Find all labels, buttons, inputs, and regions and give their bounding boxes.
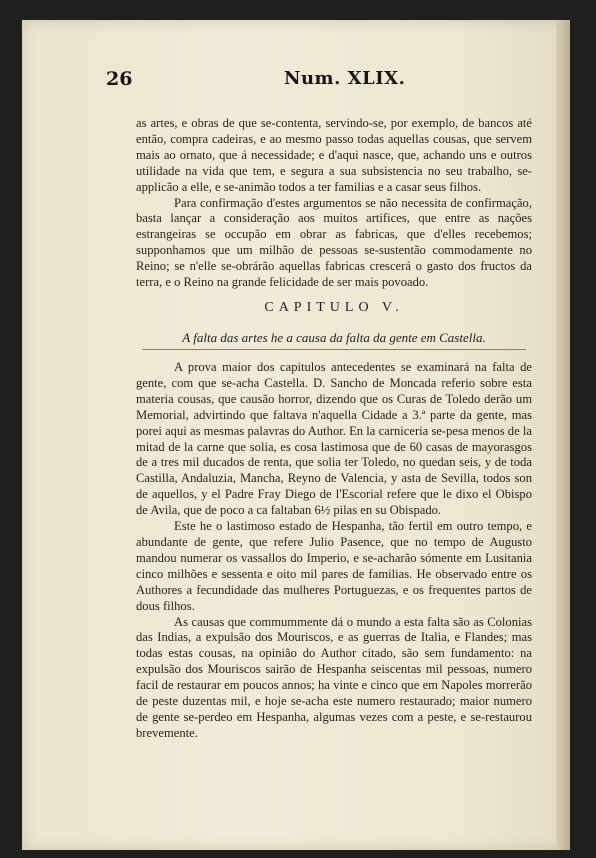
issue-number: Num. XLIX. [284,68,406,89]
paragraph: A prova maior dos capitulos antecedentes se examinará na falta de gente, com que se-acha Castella. D. Sancho de Moncada referio sobre esta materia cousas, que causão horror, dizendo que os Curas de Toledo derão um Memorial, advirtindo que faltava n'aquella Cidade a 3.ª parte da gente, mas porei aqui as mesmas palavras do Author. En la carniceria se-pesa menos de la mitad de la carne que solia, es cosa lastimosa que de 60 casas de mayorasgos de a tres mil ducados de renta, que solia ter Toledo, no quedan seis, y de toda Castilla, Andaluzia, Mancha, Reyno de Valencia, y asta de Sevilla, todos son de aquellos, y el Padre Fray Diego de l'Escorial refere que le dixo el Obispo de Avila, que de poco a ca faltaban 6½ pilas en su Obispado. [136,360,532,518]
running-header [106,68,526,94]
page-number: 26 [106,68,133,90]
continuation-text [136,116,532,291]
paragraph: Este he o lastimoso estado de Hespanha, tão fertil em outro tempo, e abundante de gente, que refere Julio Pasence, que no tempo de Augusto mandou numerar os vassallos do Imperio, e se-acharão sómente em Lusitania cinco milhões e sessenta e oito mil pares de familias. He observado entre os Authores a fecundidade das mulheres Portuguezas, e os frequentes partos de dous filhos. [136,519,532,613]
paragraph: Para confirmação d'estes argumentos se não necessita de confirmação, basta lançar a consideração aos muitos artifices, que entre as nações estrangeiras se occupão em obrar as fabricas, que d'elles recebemos; supponhamos que um milhão de pessoas se-sustentão commodamente no Reino; se n'elle se-obrárão aquellas fabricas crescerá o gasto dos fructos da terra, e o Reino na grande felicidade de ser mais povoado. [136,195,532,290]
subtitle-divider [142,349,526,350]
page-spine [556,20,570,850]
chapter-subtitle: A falta das artes he a causa da falta da gente em Castella. [182,330,486,345]
chapter-body [136,360,532,742]
paragraph: As causas que commummente dá o mundo a esta falta são as Colonias das Indias, a expulsão dos Mouriscos, e as guerras de Italia, e Flandes; mas todas estas cousas, na opinião do Author citado, são sem fundamento: na expulsão dos Mouriscos sairão de Hespanha seiscentas mil pessoas, numero facil de restaurar em poucos annos; ha vinte e cinco que em Napoles morrerão de peste duzentas mil, e hoje se-acha este numero restaurado; maior numero de gente se-perdeo em Hespanha, algumas vezes com a peste, e se-restaurou brevemente. [136,614,532,740]
chapter-title: CAPITULO V. [264,300,404,315]
paragraph: as artes, e obras de que se-contenta, servindo-se, por exemplo, de bancos até então, compra cadeiras, e ao mesmo passo todas aquellas cousas, que servem mais ao ornato, que á necessidade; e d'aqui nasce, que, achando uns e outros utilidade na vida que tem, e segura a sua subsistencia no seu trabalho, se-applicão a elle, e se-animão todos a ter familias e a casar seus filhos. [136,116,532,194]
